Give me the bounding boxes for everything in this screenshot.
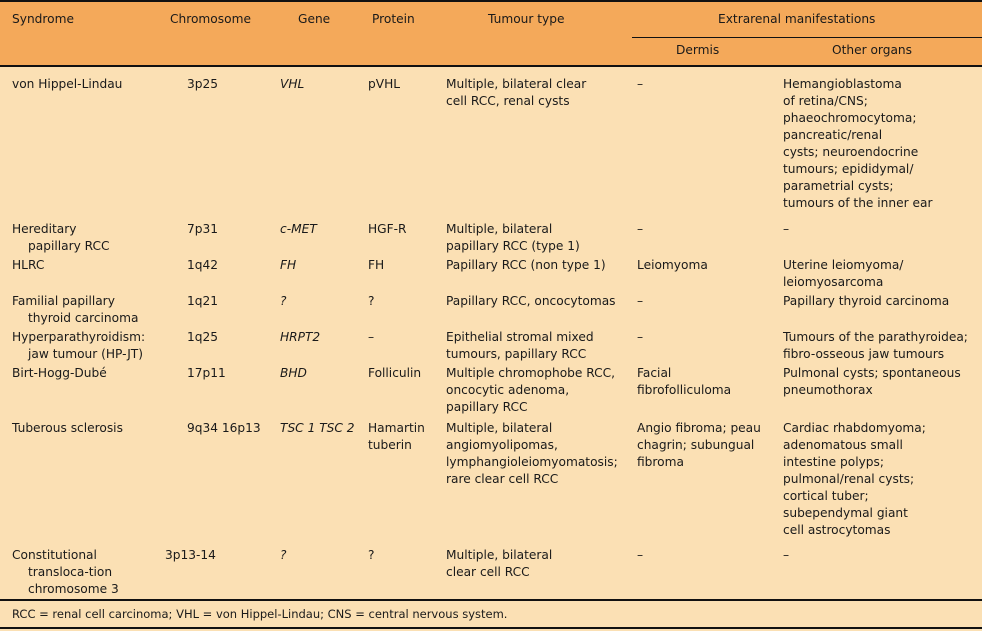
cell-dermis: fibroma [637, 455, 684, 469]
cell-protein: Folliculin [368, 366, 422, 380]
cell-syndrome: jaw tumour (HP-JT) [28, 347, 144, 361]
cell-gene: c-MET [280, 222, 317, 236]
cell-syndrome: chromosome 3 [28, 582, 119, 596]
cell-other-organs: tumours of the inner ear [783, 196, 933, 210]
cell-other-organs: pulmonal/renal cysts; [783, 472, 915, 486]
cell-dermis: – [637, 77, 644, 91]
cell-tumour-type: Papillary RCC, oncocytomas [446, 294, 616, 308]
cell-tumour-type: lymphangioleiomyomatosis; [446, 455, 618, 469]
header-syndrome: Syndrome [12, 12, 74, 26]
cell-protein: FH [368, 258, 385, 272]
cell-chromosome: 1q21 [187, 294, 218, 308]
cell-other-organs: – [783, 548, 790, 562]
cell-other-organs: pancreatic/renal [783, 128, 883, 142]
cell-other-organs: phaeochromocytoma; [783, 111, 917, 125]
cell-other-organs: Pulmonal cysts; spontaneous [783, 366, 961, 380]
header-chromosome: Chromosome [170, 12, 251, 26]
cell-protein: Hamartin [368, 421, 425, 435]
cell-dermis: chagrin; subungual [637, 438, 755, 452]
cell-syndrome: Constitutional [12, 548, 97, 562]
cell-other-organs: subependymal giant [783, 506, 908, 520]
cell-other-organs: of retina/CNS; [783, 94, 868, 108]
cell-chromosome: 1q25 [187, 330, 218, 344]
cell-other-organs: cell astrocytomas [783, 523, 891, 537]
cell-other-organs: Tumours of the parathyroidea; [783, 330, 968, 344]
footnote-bottom-rule [0, 627, 982, 629]
cell-dermis: Angio fibroma; peau [637, 421, 761, 435]
cell-tumour-type: Multiple, bilateral [446, 222, 553, 236]
cell-syndrome: Hyperparathyroidism: [12, 330, 146, 344]
header-tumour-type: Tumour type [488, 12, 565, 26]
cell-other-organs: cysts; neuroendocrine [783, 145, 919, 159]
cell-syndrome: Familial papillary [12, 294, 115, 308]
cell-gene: TSC 1 TSC 2 [280, 421, 355, 435]
cell-tumour-type: tumours, papillary RCC [446, 347, 587, 361]
cell-syndrome: HLRC [12, 258, 45, 272]
header-bottom-rule [0, 65, 982, 67]
header-dermis: Dermis [676, 43, 720, 57]
header-subrule [632, 37, 982, 38]
cell-gene: ? [280, 548, 287, 562]
cell-syndrome: papillary RCC [28, 239, 110, 253]
cell-other-organs: parametrial cysts; [783, 179, 894, 193]
cell-tumour-type: Epithelial stromal mixed [446, 330, 594, 344]
cell-gene: VHL [280, 77, 305, 91]
cell-protein: ? [368, 294, 375, 308]
cell-chromosome: 1q42 [187, 258, 218, 272]
cell-syndrome: Tuberous sclerosis [12, 421, 123, 435]
cell-protein: HGF-R [368, 222, 407, 236]
cell-gene: BHD [280, 366, 307, 380]
cell-tumour-type: cell RCC, renal cysts [446, 94, 570, 108]
header-other-organs: Other organs [832, 43, 913, 57]
cell-other-organs: – [783, 222, 790, 236]
cell-dermis: Leiomyoma [637, 258, 708, 272]
cell-protein: – [368, 330, 375, 344]
cell-gene: FH [280, 258, 297, 272]
cell-protein: tuberin [368, 438, 412, 452]
cell-tumour-type: Papillary RCC (non type 1) [446, 258, 606, 272]
cell-other-organs: Papillary thyroid carcinoma [783, 294, 950, 308]
cell-other-organs: pneumothorax [783, 383, 873, 397]
cell-dermis: – [637, 330, 644, 344]
cell-protein: pVHL [368, 77, 401, 91]
cell-dermis: – [637, 294, 644, 308]
cell-tumour-type: Multiple, bilateral [446, 421, 553, 435]
cell-dermis: – [637, 222, 644, 236]
cell-syndrome: von Hippel-Lindau [12, 77, 123, 91]
footnote: RCC = renal cell carcinoma; VHL = von Hippel-Lindau; CNS = central nervous system. [12, 607, 508, 621]
cell-dermis: – [637, 548, 644, 562]
header-gene: Gene [298, 12, 331, 26]
cell-other-organs: adenomatous small [783, 438, 903, 452]
header-protein: Protein [372, 12, 415, 26]
header-extrarenal: Extrarenal manifestations [718, 12, 876, 26]
cell-syndrome: Birt-Hogg-Dubé [12, 366, 107, 380]
cell-tumour-type: Multiple, bilateral [446, 548, 553, 562]
cell-other-organs: Cardiac rhabdomyoma; [783, 421, 926, 435]
cell-other-organs: tumours; epididymal/ [783, 162, 914, 176]
cell-gene: HRPT2 [280, 330, 321, 344]
cell-other-organs: Hemangioblastoma [783, 77, 902, 91]
cell-tumour-type: clear cell RCC [446, 565, 530, 579]
cell-other-organs: intestine polyps; [783, 455, 884, 469]
cell-other-organs: Uterine leiomyoma/ [783, 258, 904, 272]
cell-other-organs: fibro-osseous jaw tumours [783, 347, 945, 361]
table-bottom-rule [0, 599, 982, 601]
cell-syndrome: Hereditary [12, 222, 77, 236]
cell-chromosome: 7p31 [187, 222, 218, 236]
cell-tumour-type: oncocytic adenoma, [446, 383, 570, 397]
cell-gene: ? [280, 294, 287, 308]
cell-tumour-type: Multiple chromophobe RCC, [446, 366, 616, 380]
cell-syndrome: thyroid carcinoma [28, 311, 139, 325]
cell-dermis: Facial [637, 366, 672, 380]
cell-chromosome: 3p25 [187, 77, 218, 91]
cell-dermis: fibrofolliculoma [637, 383, 732, 397]
cell-syndrome: transloca-tion [28, 565, 113, 579]
cell-chromosome: 9q34 16p13 [187, 421, 261, 435]
cell-tumour-type: papillary RCC (type 1) [446, 239, 580, 253]
cell-tumour-type: angiomyolipomas, [446, 438, 558, 452]
cell-protein: ? [368, 548, 375, 562]
cell-tumour-type: Multiple, bilateral clear [446, 77, 587, 91]
cell-chromosome: 3p13-14 [165, 548, 216, 562]
cell-other-organs: cortical tuber; [783, 489, 869, 503]
cell-other-organs: leiomyosarcoma [783, 275, 884, 289]
cell-chromosome: 17p11 [187, 366, 226, 380]
cell-tumour-type: papillary RCC [446, 400, 528, 414]
cell-tumour-type: rare clear cell RCC [446, 472, 559, 486]
